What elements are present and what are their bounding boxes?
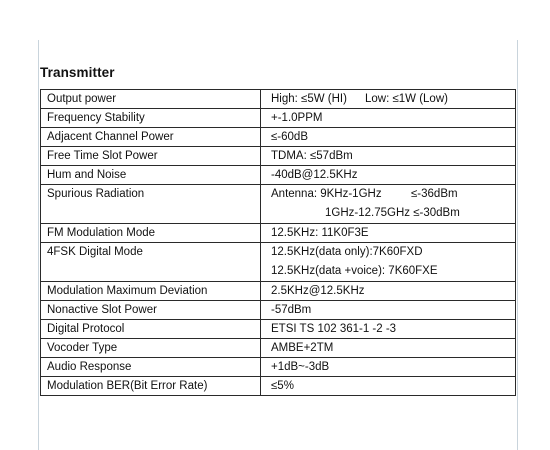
table-row (41, 90, 516, 109)
frame-right-border (517, 40, 518, 450)
value-cell: +1dB~-3dB (261, 358, 516, 377)
value-cell: TDMA: ≤57dBm (261, 147, 516, 166)
value-cell: ETSI TS 102 361-1 -2 -3 (261, 320, 516, 339)
param-cell: Frequency Stability (41, 109, 261, 128)
fsk-data-only: 12.5KHz(data only):7K60FXD (271, 246, 423, 258)
table-row (41, 243, 516, 282)
table-row (41, 301, 516, 320)
value-high: High: ≤5W (HI) (271, 93, 347, 105)
param-cell: Vocoder Type (41, 339, 261, 358)
value-cell: AMBE+2TM (261, 339, 516, 358)
table-row (41, 128, 516, 147)
param-cell: 4FSK Digital Mode (41, 243, 261, 282)
transmitter-spec-table (40, 89, 516, 396)
spurious-range-1: Antenna: 9KHz-1GHz (271, 188, 382, 200)
table-row (41, 109, 516, 128)
value-cell (261, 90, 516, 109)
table-row (41, 320, 516, 339)
param-cell: Output power (41, 90, 261, 109)
spurious-limit-1: ≤-36dBm (411, 188, 458, 200)
param-cell: Hum and Noise (41, 166, 261, 185)
spurious-limit-2: ≤-30dBm (413, 207, 460, 219)
value-cell (261, 243, 516, 282)
table-row (41, 166, 516, 185)
param-cell: Nonactive Slot Power (41, 301, 261, 320)
frame-left-border (38, 40, 39, 450)
param-cell: Spurious Radiation (41, 185, 261, 224)
table-row (41, 282, 516, 301)
table-row (41, 358, 516, 377)
value-cell: +-1.0PPM (261, 109, 516, 128)
table-row (41, 339, 516, 358)
value-low: Low: ≤1W (Low) (364, 93, 448, 105)
value-cell: ≤5% (261, 377, 516, 396)
table-row (41, 147, 516, 166)
table-row (41, 377, 516, 396)
value-cell (261, 185, 516, 224)
value-cell: -40dB@12.5KHz (261, 166, 516, 185)
value-cell: 2.5KHz@12.5KHz (261, 282, 516, 301)
param-cell: Digital Protocol (41, 320, 261, 339)
param-cell: FM Modulation Mode (41, 224, 261, 243)
param-cell: Modulation BER(Bit Error Rate) (41, 377, 261, 396)
section-title: Transmitter (40, 65, 115, 80)
table-row (41, 224, 516, 243)
value-cell: -57dBm (261, 301, 516, 320)
param-cell: Modulation Maximum Deviation (41, 282, 261, 301)
value-cell: ≤-60dB (261, 128, 516, 147)
param-cell: Adjacent Channel Power (41, 128, 261, 147)
table-row (41, 185, 516, 224)
spurious-range-2: 1GHz-12.75GHz (325, 207, 411, 219)
value-cell: 12.5KHz: 11K0F3E (261, 224, 516, 243)
param-cell: Free Time Slot Power (41, 147, 261, 166)
fsk-data-voice: 12.5KHz(data +voice): 7K60FXE (271, 265, 438, 277)
param-cell: Audio Response (41, 358, 261, 377)
